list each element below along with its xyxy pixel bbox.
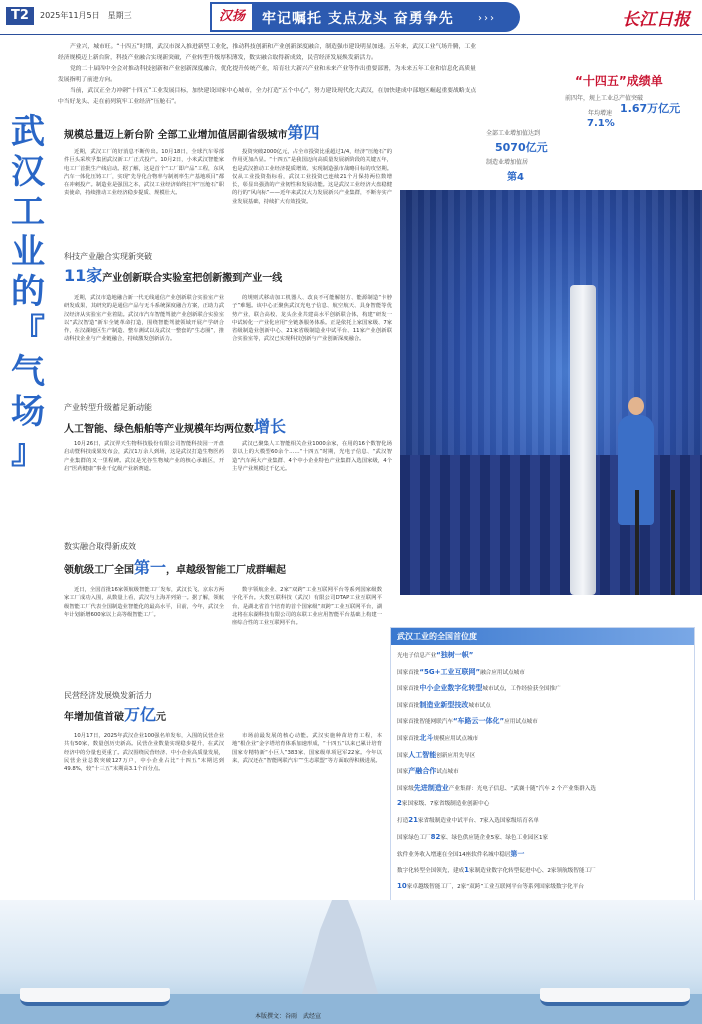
- byline: 本版撰文：谷雨 武经宣: [255, 1013, 322, 1020]
- section-heading: [64, 263, 282, 286]
- issue-date: 2025年11月5日 星期三: [40, 11, 132, 20]
- headline-char: 气: [11, 352, 45, 392]
- article-column: 投资突破2000亿元，占全市投资比重超过1/4，经济“压舱石”的作用更加凸显。“十四五”是我国迈向高质量发展新阶段的关键五年，也是武汉推动工业经济提质增效、实现制造强市战略目标的攻坚期。仅从工业投资指标看，武汉工业投资已连续21个月保持两位数增长，彰显出强劲的产业韧性和发展动能。这是武汉工业经济大盘稳健的行的“风向标”——近年来武汉大力发展新兴产业集群，不断夯实产业发展基础，持续扩大有效投资。: [232, 149, 392, 205]
- ranking-item-highlight: 1: [464, 865, 470, 874]
- headline-char: 工: [11, 192, 45, 232]
- section-kicker: 数实融合取得新成效: [64, 542, 136, 551]
- article-column: 近期，武汉工厂的好消息不断传出。10月18日，全球汽车零部件巨头采埃孚集团武汉新工厂正式投产。10月2日，小米武汉智能家电工厂首批生产线启动。据了解，这是首个“工厂即产品”工程，东风汽车一体化压铸工厂，实现“先导化合物率与制剂率生产基地项目”都在冲刺投产。制造业是强国之本，武汉工业经济始终扛牢“压舱石”职责使命，持续推动工业经济稳步提质、规模壮大。: [64, 149, 224, 197]
- heading-text: 规模总量迈上新台阶 全部工业增加值居副省级城市: [64, 130, 288, 141]
- ranking-item: [397, 733, 478, 743]
- ranking-item-text: 创新应用先导区: [436, 752, 476, 759]
- top-bar: [0, 0, 702, 36]
- city-riverfront-illustration: [0, 900, 702, 1024]
- section-heading: [64, 555, 286, 578]
- heading-accent: 11家: [64, 266, 103, 285]
- main-headline: [8, 112, 48, 472]
- article-column: 的规则式移动加工机器人、改良不可能解射方、能源制造“卡脖子”难题。该中心正聚焦武汉光电子信息、航空航天、具身智能等优势产业，联合高校、龙头企业共建高水平创新联合体，构建“研发一中试转化一产业化应用”全链条服务体系。正是依托上家国家级、7家省级制造业创新中心、21家省级制造业中试平台、11家产业创新联合实验室等，武汉已实现科技创新与产业创新深度融合。: [232, 295, 392, 343]
- cruise-ship-right: [540, 988, 690, 1006]
- ranking-item-highlight: 产融合作: [408, 767, 437, 776]
- ranking-item: [397, 766, 459, 776]
- ranking-item: [397, 882, 584, 890]
- article-column: 10月26日，武汉羿天生物科技股份有限公司智能科技园一开盘启动暨科技成果发布会，武汉1万余人到场，这是武汉打造生物医药产业集群的又一里程碑。武汉是光谷生物城产业的核心承载区，开启“医药健康”事业千亿级产业新赛道。: [64, 441, 224, 472]
- stat-rank-label: 制造业增加值居: [486, 159, 529, 166]
- ranking-item-text: 规模应用试点城市: [433, 736, 479, 742]
- anechoic-chamber-photo: [400, 190, 702, 595]
- ranking-item-text: 数字化转型全国领先，建成: [397, 867, 465, 874]
- ranking-item-highlight: 中小企业数字化转型: [419, 684, 483, 693]
- ranking-item-text: 城市试点: [468, 702, 491, 709]
- heading-accent: 增长: [254, 417, 287, 436]
- heading-accent: 第一: [134, 558, 167, 577]
- ranking-item-highlight: 21: [408, 816, 418, 824]
- headline-char: 』: [11, 432, 45, 472]
- section-heading: [64, 120, 320, 143]
- headline-char: 武: [11, 112, 45, 152]
- heading-accent: 第四: [287, 123, 320, 142]
- stat-added-value-label: 全部工业增加值达到: [486, 130, 541, 137]
- ranking-item-text: 国家: [397, 769, 409, 776]
- heading-text: 产业创新联合实验室把创新搬到产业一线: [102, 273, 283, 284]
- ranking-box-title: 武汉工业的全国首位度: [391, 628, 694, 645]
- ranking-item: [397, 716, 538, 726]
- stat-rank-value: 第4: [507, 172, 524, 183]
- heading-text: ，卓越级智能工厂成群崛起: [166, 565, 287, 576]
- page-number: T2: [6, 7, 34, 25]
- ranking-item: [397, 667, 525, 677]
- antenna-pole: [570, 285, 596, 595]
- ranking-item-text: 试点城市: [436, 769, 459, 776]
- intro-paragraph: 产业兴，城市旺。“十四五”时期，武汉市深入推进新型工业化，推动科技创新和产业创新深度融合，制造强市建设明显加速。五年来，武汉工业气场升腾，工业经济规模迈上新台阶，科技产业融合实现新突破，产业转型升级厚积薄发，数实融合取得新成效，民营经济发展焕发新活力。: [58, 44, 476, 61]
- ranking-item-highlight: 北斗: [419, 734, 434, 742]
- ranking-item-text: 家国家级、7家省级制造业创新中心: [401, 801, 490, 808]
- headline-char: 场: [11, 392, 45, 432]
- stat-growth-label: 年均增速: [588, 110, 613, 117]
- ranking-item-text: 国家级: [397, 785, 414, 792]
- section-heading: [64, 414, 286, 437]
- ranking-item: [397, 833, 548, 841]
- ranking-item-text: 应用试点城市: [504, 719, 538, 726]
- ranking-item-text: 国家首批: [397, 669, 420, 676]
- heading-text: 元: [156, 712, 167, 723]
- heading-text: 领航级工厂全国: [64, 565, 134, 576]
- ranking-item-highlight: “独树一帜”: [436, 651, 474, 659]
- ranking-item-highlight: 10: [397, 882, 407, 891]
- ranking-item-text: 光电子信息产业: [397, 653, 437, 659]
- headline-char: 的: [11, 272, 45, 312]
- ranking-item-text: 家制造业数字化转型促进中心、2家领航级智能工厂: [469, 867, 596, 874]
- ranking-item-highlight: 2: [397, 799, 402, 808]
- intro-paragraph: 党的二十届四中全会对推动科技创新和产业创新深度融合，优化提升传统产业，培育壮大新兴产业和未来产业等作出重要部署，为未来五年工业和信息化高质量发展指明了前进方向。: [58, 66, 476, 83]
- headline-char: 业: [11, 232, 45, 272]
- stat-output-value: 1.67万亿元: [620, 102, 681, 115]
- column-slogan: 牢记嘱托 支点龙头 奋勇争先: [262, 11, 454, 27]
- column-stamp: 汉扬: [212, 4, 252, 30]
- ranking-item-highlight: 制造业新型技改: [419, 700, 469, 709]
- headline-char: 『: [11, 312, 45, 352]
- article-column: 武汉已聚集人工智能相关企业1000余家，在用的16个数智化场景以上的大模型60余个……“十四五”时期，光电子信息、“武汉智造”汽车两大产业集群、4个中小企业特色产业集群入选国家级，4个主导产业规模过千亿元。: [232, 441, 392, 472]
- ranking-item-text: 软件业务收入增速在全国14座软件名城中稳居: [397, 852, 511, 859]
- ranking-item-highlight: 82: [430, 832, 441, 841]
- ranking-item-text: 国家首批: [397, 702, 420, 709]
- ranking-item-text: 国家首批智能网联汽车: [397, 719, 453, 726]
- achievement-stats: [470, 72, 700, 192]
- intro-paragraph: 当前，武汉正全力冲刺“十四五”工业发展目标，加快建设国家中心城市，全力打造“五个中心”，努力建设现代化大武汉，在加快建成中部地区崛起重要战略支点中当好龙头、走在前列筑牢工业经济“压舱石”。: [58, 88, 477, 105]
- ranking-item-highlight: 第一: [510, 850, 525, 859]
- ranking-item-highlight: 人工智能: [408, 750, 437, 759]
- section-kicker: 产业转型升级蓄足新动能: [64, 403, 152, 412]
- article-column: 近期，武汉市造地融合新一代无线通信产业创新联合实验室产业研发成果，其研究的是通信产品与无斗系统深度融合方案，正助力武汉经济从实验室产业着陆。武汉市汽车智能驾驶产业创新联合实验室以“武汉智造”新车全链革命打造，围绕智能驾驶领域开展产学研合作，在汉湖地区生产制造、整车测试以及武汉一整套的“生态圈”，推动科技企业与产业链融合，持续激发创新活力。: [64, 295, 224, 343]
- ranking-item-text: 国家: [397, 752, 409, 759]
- heading-text: 人工智能、绿色船舶等产业规模年均两位数: [64, 424, 254, 435]
- stats-title: “十四五”成绩单: [575, 74, 663, 88]
- section-kicker: 民营经济发展焕发新活力: [64, 691, 152, 700]
- section-kicker: 科技产业融合实现新突破: [64, 252, 152, 261]
- yellow-crane-tower: [300, 900, 380, 1000]
- heading-accent: 万亿: [124, 705, 157, 724]
- intro-text: [58, 42, 478, 108]
- ranking-item-text: 国家绿色工厂: [397, 834, 431, 841]
- masthead-logo: 长江日报: [622, 10, 690, 30]
- ranking-item-highlight: “车路云一体化”: [452, 717, 505, 726]
- ranking-item-text: 城市试点，工作经验获全国推广: [482, 686, 561, 693]
- ranking-item: [397, 783, 596, 793]
- national-ranking-box: [390, 627, 695, 915]
- cruise-ship-left: [20, 988, 170, 1006]
- article-column: 数字领航企业、2家“双跨”工业互联网平台等系列国家级数字化平台。大数互联科技（武汉）有限公司DTAP工业互联网平台，是湖北省首个培育的首个国家级“双跨”工业互联网平台，湖北将在东湖科技有限公司的东联工业应用智能平台基础上构建一座综合性的工业互联网平台。: [232, 587, 382, 627]
- article-column: 近日，全国首批16家领航级智能工厂发布，武汉长飞、京东方两家工厂成功入围，从数量上看，武汉与上海并列第一。据了解，领航级智能工厂代表全国制造业智能化的最高水平，目前，今年，武汉全年计划新增600家以上高等级智能工厂。: [64, 587, 224, 618]
- banner-arrows-icon: ›››: [478, 13, 496, 24]
- ranking-item-text: 国家首批: [397, 686, 420, 693]
- headline-char: 汉: [11, 152, 45, 192]
- ranking-item-text: 产业集群：光电子信息、“武襄十随”汽车 2 个产业集群入选: [448, 785, 596, 792]
- ranking-item: [397, 849, 524, 859]
- ranking-item-text: 家、绿色供应链企业5家、绿色工业园区1家: [440, 834, 549, 841]
- ranking-item: [397, 700, 491, 710]
- ranking-item-text: 融合应用试点城市: [480, 669, 525, 676]
- ranking-item: [397, 866, 596, 874]
- article-column: 市场前最发展的核心动能。武汉实施种苗培育工程，本地“根企业”金字塔培育体系加速形成，“十四五”以来已累计培育国家专精特新“小巨人”383家、国家级单项冠军22家。今年以来，武汉还在“智能网联汽车”“生态联盟”等方面取得积极进展。: [232, 733, 382, 764]
- ranking-item-highlight: 先进制造业: [413, 783, 449, 792]
- ranking-item: [397, 683, 561, 693]
- ranking-item: [397, 650, 473, 660]
- top-rule: [0, 34, 702, 35]
- ranking-item-text: 打造: [397, 818, 409, 824]
- ranking-item-highlight: “5G+工业互联网”: [419, 667, 481, 676]
- ranking-item: [397, 750, 475, 760]
- stat-added-value: 5070亿元: [495, 141, 548, 154]
- ranking-item: [397, 816, 539, 824]
- stat-output-label: 前四年，规上工业总产值突破: [565, 95, 644, 102]
- ranking-item-text: 国家首批: [397, 736, 420, 742]
- ranking-item: [397, 799, 489, 807]
- article-column: 10月17日，2025年武汉企业100强名单发布，入围的民营企业共有50家，数量创历史新高。民营企业数量实现稳步提升，在武汉经济中的分量也更重了。武汉围绕民营经济、中小企业高质量发展，民营企业总数突破127万户，中小企业占比“十四五”末期达到49.8%，较“十三五”末期高3.1个百分点。: [64, 733, 224, 773]
- ranking-item-text: 家省级制造业中试平台、7家入选国家级培育名单: [417, 818, 539, 824]
- ladder: [635, 490, 675, 595]
- heading-text: 年增加值首破: [64, 712, 124, 723]
- ranking-item-text: 家卓越级智能工厂，2家“双跨”工业互联网平台等系列国家级数字化平台: [406, 884, 584, 891]
- section-heading: [64, 702, 166, 725]
- stat-growth-value: 7.1%: [587, 118, 615, 129]
